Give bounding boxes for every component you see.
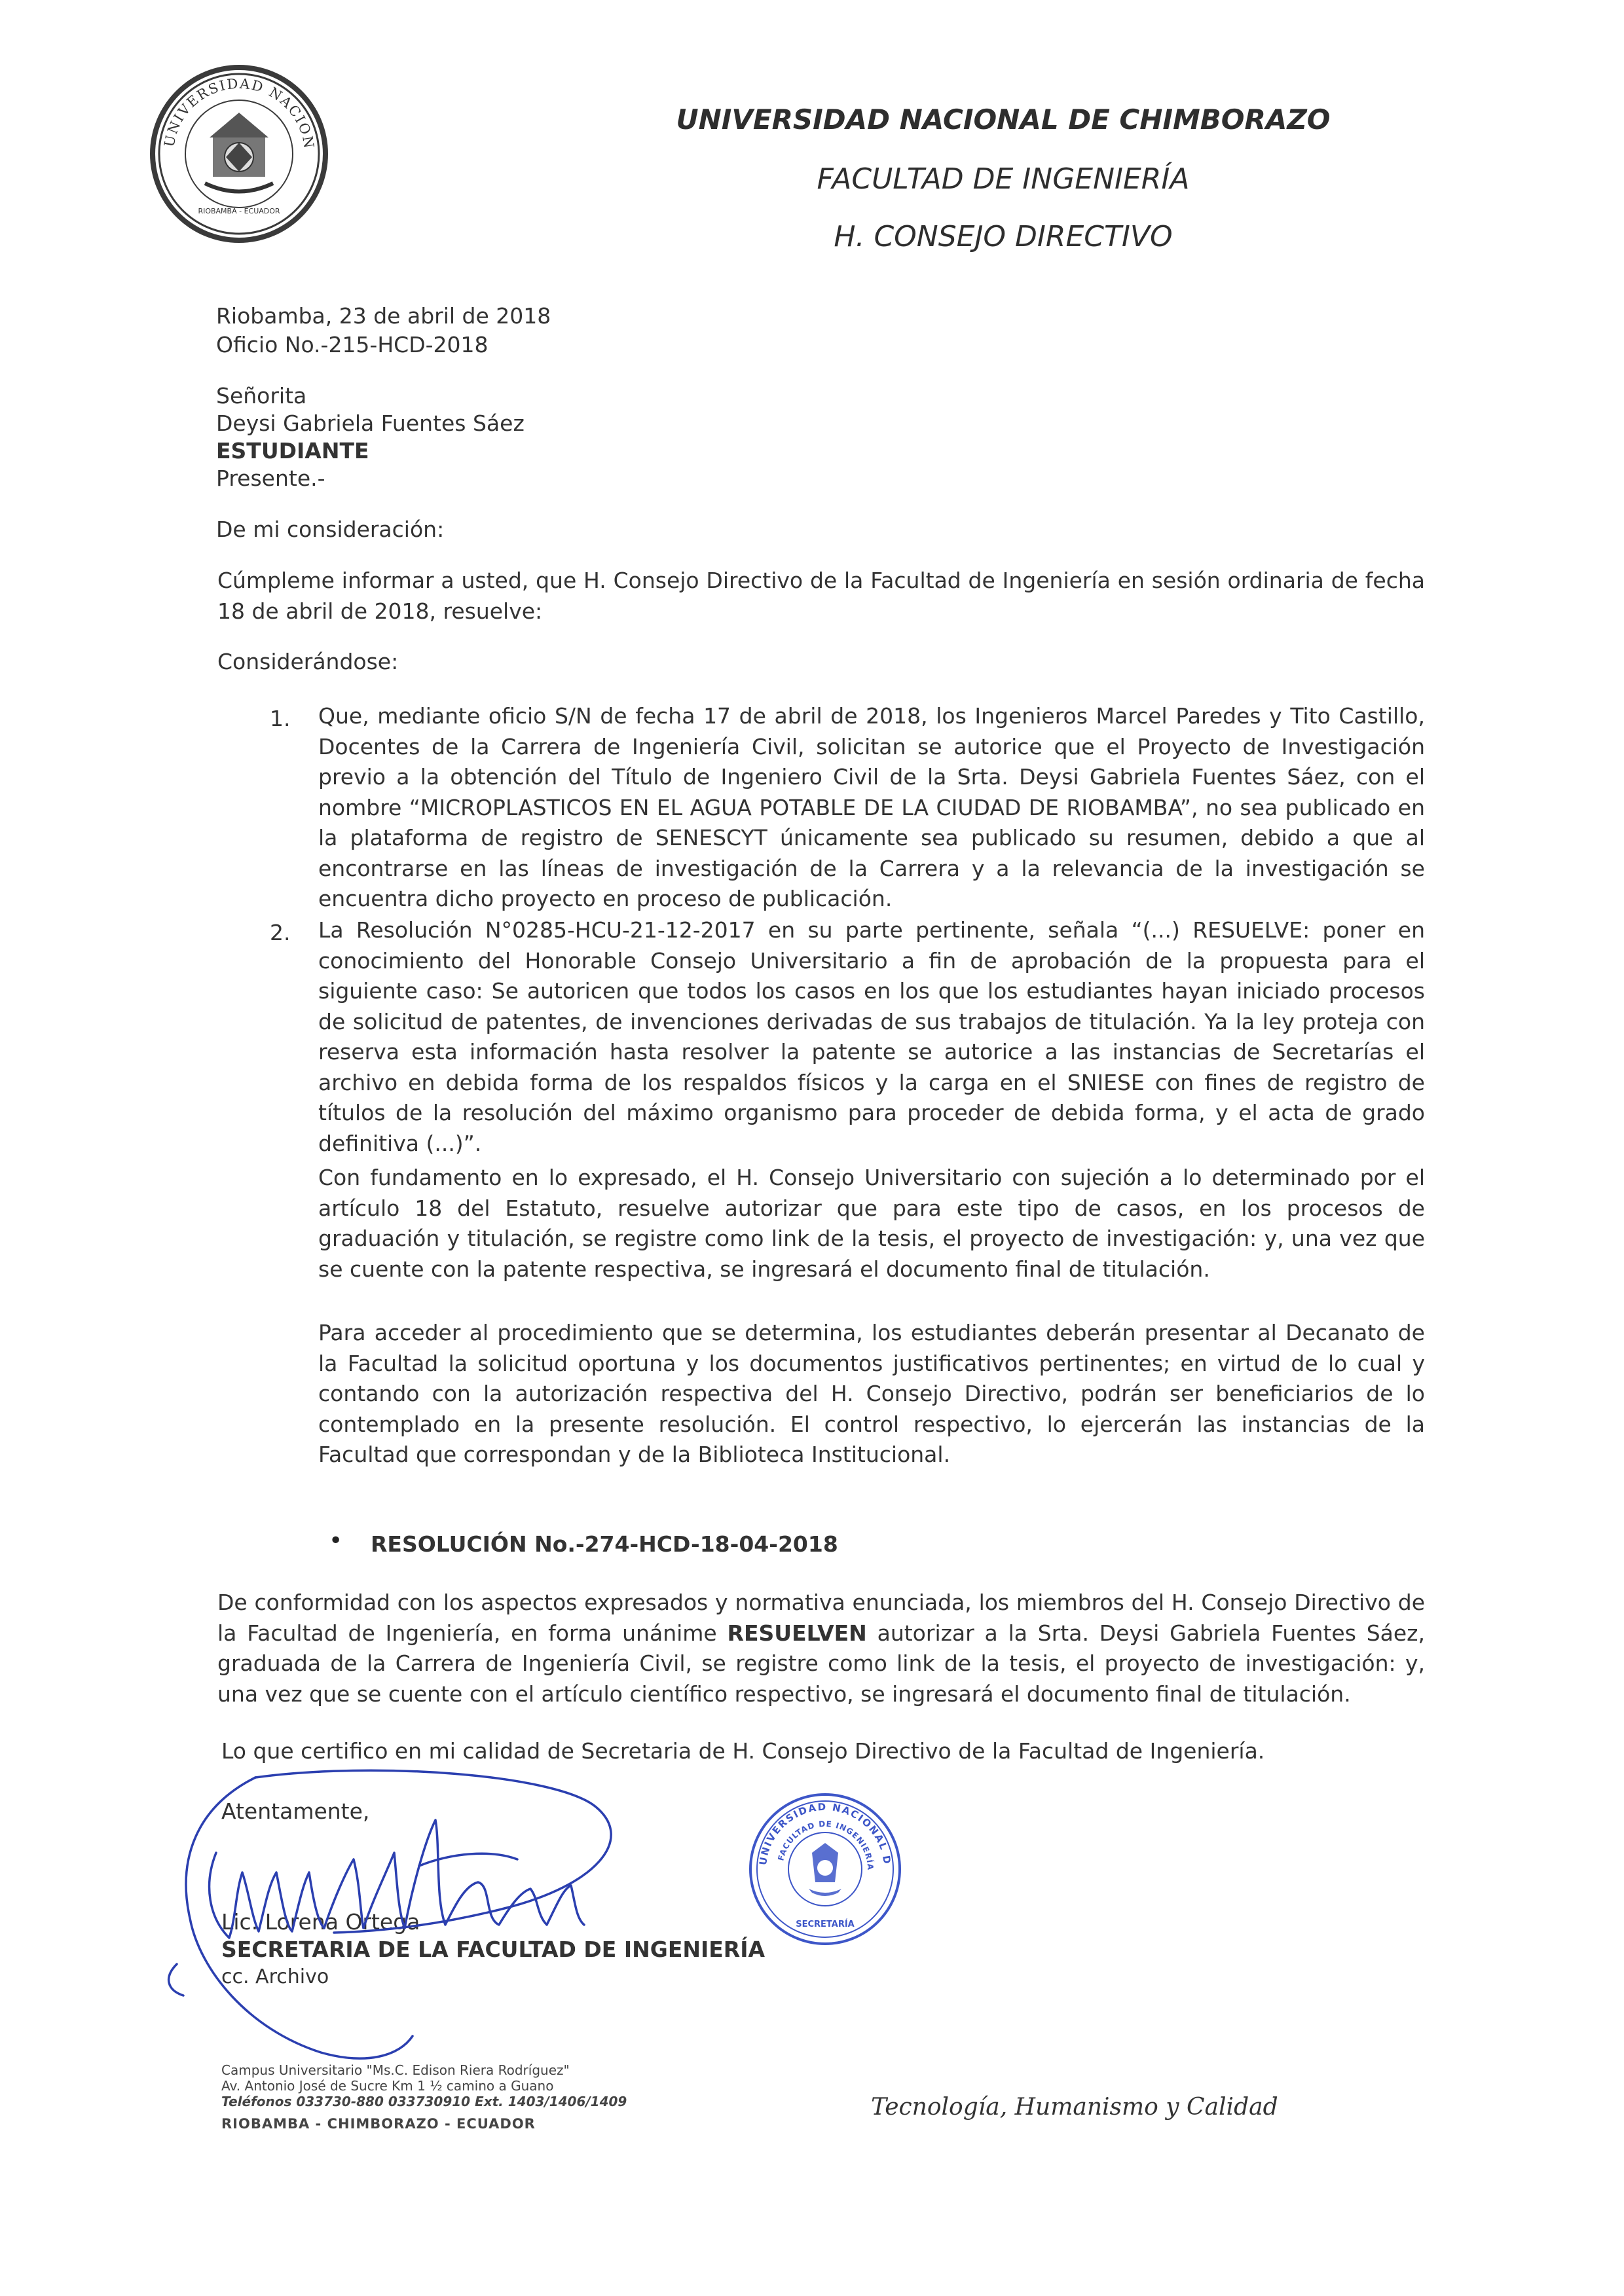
faculty-name: FACULTAD DE INGENIERÍA [817,162,1190,196]
signer-title: SECRETARIA DE LA FACULTAD DE INGENIERÍA [221,1937,766,1962]
stamp-ring-text: UNIVERSIDAD NACIONAL DE CHIMBORAZO [741,1781,893,1866]
considering-item-1: Que, mediante oficio S/N de fecha 17 de abril de 2018, los Ingenieros Marcel Paredes y Tito Castillo, Docentes de la Carrera de Ingeniería Civil, solicitan se autorice que el Proyecto de Investigación previo a la obtención del Título de Ingeniero Civil de la Srta. Deysi Gabriela Fuentes Sáez, con el nombre “MICROPLASTICOS EN EL AGUA POTABLE DE LA CIUDAD DE RIOBAMBA”, no sea publicado en la plataforma de registro de SENESCYT únicamente sea publicado su resumen, debido a que al encontrarse en las líneas de investigación de la Carrera y a la relevancia de la investigación se encuentra dicho proyecto en proceso de publicación. [318,703,1425,911]
resolution-bullet: • [329,1527,343,1554]
procedimiento-paragraph: Para acceder al procedimiento que se determina, los estudiantes deberán presentar al Decanato de la Facultad la solicitud oportuna y los documentos justificativos pertinentes; en virtud de lo cual y contando con la autorización respectiva del H. Consejo Directivo, podrán ser beneficiarios de lo contemplado en la presente resolución. El control respectivo, lo ejercerán las instancias de la Facultad que correspondan y de la Biblioteca Institucional. [318,1320,1425,1467]
cc-line: cc. Archivo [221,1965,329,1988]
footer-city: RIOBAMBA - CHIMBORAZO - ECUADOR [221,2116,536,2132]
considering-heading: Considerándose: [217,649,399,674]
resolution-paragraph [217,1588,1425,1709]
intro-paragraph: Cúmpleme informar a usted, que H. Consejo Directivo de la Facultad de Ingeniería en sesión ordinaria de fecha 18 de abril de 2018, resuelve: [217,568,1425,624]
stamp-bottom-text: SECRETARÍA [796,1920,855,1929]
item-number: 2. [270,920,291,945]
recipient-role: ESTUDIANTE [216,438,369,464]
footer-motto: Tecnología, Humanismo y Calidad [871,2094,1278,2121]
resolution-text-part2: autorizar a la Srta. Deysi Gabriela Fuentes Sáez, graduada de la Carrera de Ingeniería Civil, se registre como link de la tesis, el proyecto de investigación: y, una vez que se cuente con el artículo científico respectivo, se ingresará el documento final de titulación. [217,1620,1425,1707]
closing-line: Atentamente, [221,1798,370,1824]
stamp-inner-text: FACULTAD DE INGENIERÍA [776,1819,876,1871]
footer-campus: Campus Universitario "Ms.C. Edison Riera Rodríguez" [221,2062,570,2078]
office-number: Oficio No.-215-HCD-2018 [216,332,489,357]
signer-name: Lic. Lorena Ortega [221,1909,420,1935]
footer-street: Av. Antonio José de Sucre Km 1 ½ camino a Guano [221,2078,554,2094]
logo-bottom-text: RIOBAMBA - ECUADOR [198,207,280,215]
handwritten-signature [138,1768,674,2069]
fundamento-paragraph: Con fundamento en lo expresado, el H. Consejo Universitario con sujeción a lo determinado por el artículo 18 del Estatuto, resuelve autorizar que para este tipo de casos, en los procesos de graduación y titulación, se registre como link de la tesis, el proyecto de investigación: y, una vez que se cuente con la patente respectiva, se ingresará el documento final de titulación. [318,1165,1425,1282]
resolution-verb: RESUELVEN [727,1620,867,1646]
item-number: 1. [270,706,291,731]
resolution-text-part1: De conformidad con los aspectos expresados y normativa enunciada, los miembros del H. Consejo Directivo de la Facultad de Ingeniería, en forma unánime [217,1590,1425,1646]
footer-address [221,2062,719,2132]
university-name: UNIVERSIDAD NACIONAL DE CHIMBORAZO [676,103,1331,136]
logo-ring-text: UNIVERSIDAD NACIONAL DE CHIMBORAZO [139,46,318,151]
footer-phones: Teléfonos 033730-880 033730910 Ext. 1403/1406/1409 [221,2094,627,2109]
certification-line: Lo que certifico en mi calidad de Secretaria de H. Consejo Directivo de la Facultad de Ingeniería. [221,1738,1265,1764]
secretary-stamp [741,1781,904,1948]
recipient-name: Deysi Gabriela Fuentes Sáez [216,410,525,436]
considering-item-2: La Resolución N°0285-HCU-21-12-2017 en su parte pertinente, señala “(...) RESUELVE: poner en conocimiento del Honorable Consejo Universitario a fin de aprobación de la propuesta para el siguiente caso: Se autoricen que todos los casos en los que los estudiantes hayan iniciado procesos de solicitud de patentes, de invenciones derivadas de sus trabajos de titulación. Ya la ley proteja con reserva esta información hasta resolver la patente se autorice a las instancias de Secretarías el archivo en debida forma de los respaldos físicos y la carga en el SNIESE con fines de registro de títulos de la resolución del máximo organismo para proceder de debida forma, y el acta de grado definitiva (...)”. [318,917,1425,1156]
letter-date: Riobamba, 23 de abril de 2018 [216,303,551,329]
resolution-title: RESOLUCIÓN No.-274-HCD-18-04-2018 [371,1531,838,1557]
presente: Presente.- [216,465,325,491]
greeting: De mi consideración: [216,517,445,542]
council-name: H. CONSEJO DIRECTIVO [834,220,1173,253]
salutation-title: Señorita [216,383,307,409]
